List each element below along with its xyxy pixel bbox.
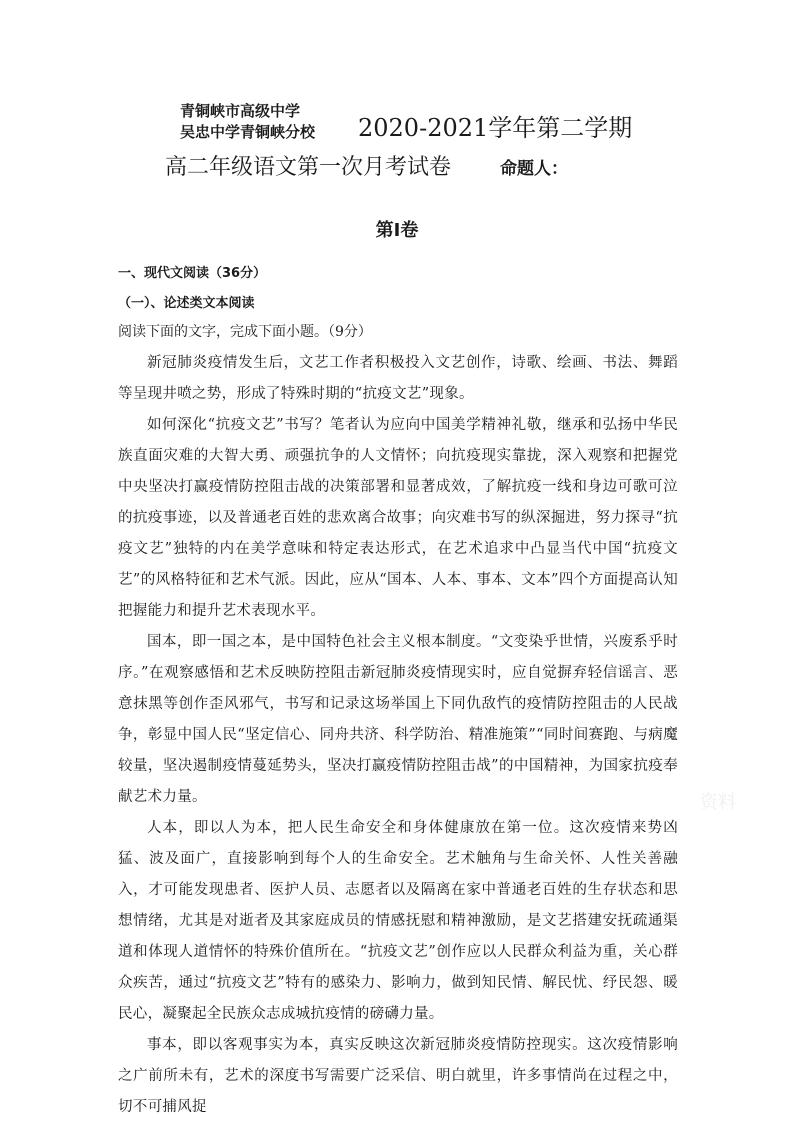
reading-passage bbox=[118, 348, 678, 1123]
passage-paragraph: 新冠肺炎疫情发生后，文艺工作者积极投入文艺创作，诗歌、绘画、书法、舞蹈等呈现井喷之势，形成了特殊时期的“抗疫文艺”现象。 bbox=[118, 355, 678, 402]
section-heading: 一、现代文阅读（36分） bbox=[118, 266, 267, 281]
volume-title: 第Ⅰ卷 bbox=[375, 220, 419, 241]
author-label: 命题人： bbox=[500, 159, 568, 179]
passage-paragraph: 如何深化“抗疫文艺”书写？笔者认为应向中国美学精神礼敬，继承和弘扬中华民族直面灾难的大智大勇、顽强抗争的人文情怀；向抗疫现实靠拢，深入观察和把握党中央坚决打赢疫情防控阻击战的决策部署和显著成效，了解抗疫一线和身边可歌可泣的抗疫事迹，以及普通老百姓的悲欢离合故事；向灾难书写的纵深掘进，努力探寻“抗疫文艺”独特的内在美学意味和特定表达形式，在艺术追求中凸显当代中国“抗疫文艺”的风格特征和艺术气派。因此，应从“国本、人本、事本、文本”四个方面提高认知把握能力和提升艺术表现水平。 bbox=[118, 417, 678, 619]
reading-instruction: 阅读下面的文字，完成下面小题。（9分） bbox=[118, 324, 372, 340]
passage-paragraph: 事本，即以客观事实为本，真实反映这次新冠肺炎疫情防控现实。这次疫情影响之广前所未有，艺术的深度书写需要广泛采信、明白就里，许多事情尚在过程之中，切不可捕风捉 bbox=[118, 1037, 678, 1115]
academic-term: 2020-2021学年第二学期 bbox=[358, 114, 633, 142]
school-name-line1: 青铜峡市高级中学 bbox=[180, 102, 301, 120]
passage-paragraph: 国本，即一国之本，是中国特色社会主义根本制度。“文变染乎世情，兴废系乎时序。”在观察感悟和艺术反映防控阻击新冠肺炎疫情现实时，应自觉摒弃轻信谣言、恶意抹黑等创作歪风邪气，书写和记录这场举国上下同仇敌忾的疫情防控阻击的人民战争，彰显中国人民“坚定信心、同舟共济、科学防治、精准施策”“同时间赛跑、与病魔较量，坚决遏制疫情蔓延势头，坚决打赢疫情防控阻击战”的中国精神，为国家抗疫奉献艺术力量。 bbox=[118, 634, 678, 805]
subsection-heading: （一）、论述类文本阅读 bbox=[118, 296, 255, 311]
school-name-line2: 吴忠中学青铜峡分校 bbox=[180, 123, 316, 141]
watermark: 资料 bbox=[700, 792, 736, 813]
exam-title: 高二年级语文第一次月考试卷 bbox=[165, 155, 452, 180]
passage-paragraph: 人本，即以人为本，把人民生命安全和身体健康放在第一位。这次疫情来势凶猛、波及面广，直接影响到每个人的生命安全。艺术触角与生命关怀、人性关善融入，才可能发现患者、医护人员、志愿者以及隔离在家中普通老百姓的生存状态和思想情绪，尤其是对逝者及其家庭成员的情感抚慰和精神激励，是文艺搭建安抚疏通渠道和体现人道情怀的特殊价值所在。“抗疫文艺”创作应以人民群众利益为重，关心群众疾苦，通过“抗疫文艺”特有的感染力、影响力，做到知民情、解民忧、纾民怨、暖民心，凝聚起全民族众志成城抗疫情的磅礴力量。 bbox=[118, 820, 678, 1022]
